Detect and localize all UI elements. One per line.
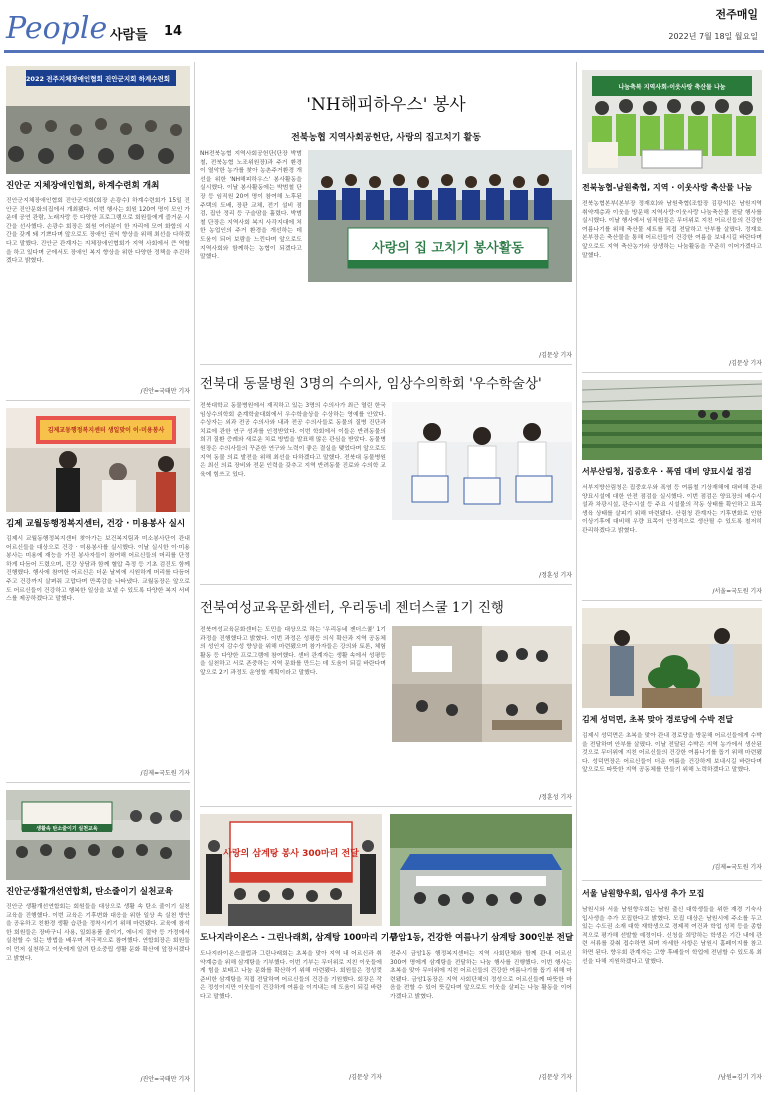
article-caption: 금암1동, 건강한 여름나기 삼계탕 300인분 전달	[390, 933, 574, 943]
article-body: NH전북농협 지역사회공헌단(단장 박범철, 전북농협 노조위원장)과 주거 환경이 열악한 농가를 찾아 농촌주거환경 개선을 위한 'NH해피하우스' 봉사활동을 실시했다. 이날 봉사활동에는 박범철 단장 등 임직원 20여 명이 참여해 노후된 주택의 도배, 장판 교체, 전기 설비 점검, 집안 정리 등 구슬땀을 흘렸다. 박범철 단장은 지역사회 복지 사각지대에 처한 농업인의 주거 환경을 개선하는 데 도움이 되어 보람을 느낀다며 앞으로도 지역사회와 함께하는 농협이 되겠다고 말했다.	[200, 151, 302, 261]
article-headline: 전북여성교육문화센터, 우리동네 젠더스쿨 1기 진행	[200, 600, 504, 616]
article-body-continued	[392, 748, 572, 788]
geumam-samgyetang-photo	[390, 814, 572, 926]
housing-volunteer-photo	[308, 150, 572, 282]
article-caption: 서울 남원향우회, 임사생 추가 모집	[582, 889, 705, 898]
section-subtitle: 사람들	[110, 28, 148, 43]
section-title: People	[6, 11, 108, 46]
article-divider	[582, 600, 762, 601]
samgyetang-donation-photo	[200, 814, 382, 926]
article-body: 전북농협본부(본부장 정재호)와 남원축협(조합장 김광석)은 남원지역 취약계층과 이웃을 방문해 지역사랑·이웃사랑 나눔축산물 전달 행사를 실시했다. 이날 행사에서 임직원들은 무더위로 지친 어르신들의 건강한 여름나기를 위해 축산물 세트를 직접 전달하고 안부를 살폈다. 정재호 본부장은 축산물을 통해 어르신들이 건강한 여름을 보내시길 바란다며 앞으로도 지역 축산농가와 상생하는 나눔활동을 꾸준히 이어가겠다고 말했다.	[582, 201, 762, 259]
article-divider	[6, 782, 190, 783]
article-divider	[200, 364, 572, 365]
disability-association-photo	[6, 66, 190, 174]
article-byline: /진안=국태만 기자	[140, 388, 190, 395]
article-body-continued	[392, 526, 572, 570]
article-divider	[582, 372, 762, 373]
article-byline: /정훈성 기자	[539, 572, 572, 579]
watermelon-delivery-photo	[582, 608, 762, 708]
photo-banner-text: 김제교동행정복지센터 생일맞이 이·미용봉사	[47, 427, 165, 434]
column-divider	[194, 62, 195, 1092]
article-subhead: 전북농협 지역사회공헌단, 사랑의 집고치기 활동	[291, 133, 481, 143]
photo-banner-text: 2022 전주지체장애인협회 진안군지회 하계수련회	[25, 75, 171, 83]
newspaper-name: 전주매일	[715, 8, 758, 21]
article-caption: 김제 교월동행정복지센터, 건강 · 미용봉사 실시	[6, 519, 186, 529]
nursery-inspection-photo	[582, 380, 762, 460]
livestock-sharing-photo	[582, 70, 762, 174]
article-body-continued	[308, 290, 572, 342]
article-caption: 김제 성덕면, 초복 맞아 경로당에 수박 전달	[582, 715, 734, 724]
article-body: 남원시와 서울 남원향우회는 남원 출신 대학생들을 위한 재경 기숙사 입사생을 추가 모집한다고 밝혔다. 모집 대상은 남원시에 주소를 두고 있는 수도권 소재 대학 재학생으로 경제적 여건과 학업 성적 등을 종합적으로 평가해 선발할 예정이다. 신청을 희망하는 학생은 기간 내에 관련 서류를 갖춰 접수하면 되며 자세한 사항은 남원시 홈페이지를 참고하면 된다. 향우회 관계자는 고향 후배들이 학업에 전념할 수 있도록 최선을 다해 지원하겠다고 말했다.	[582, 907, 762, 965]
article-body: 김제시 교월동행정복지센터 찾아가는 보건복지팀과 미소봉사단이 관내 어르신들을 대상으로 건강 · 미용봉사를 실시했다. 이날 실시한 이·미용봉사는 미용에 재능을 가진 봉사자들이 참여해 어르신들의 머리를 단정하게 다듬어 드렸으며, 건강 상담과 함께 혈압 측정 등 기초 검진도 함께 진행했다. 행사에 참여한 어르신은 더운 날씨에 시원하게 머리를 다듬어 주고 건강까지 살펴줘 고맙다며 만족감을 나타냈다. 교월동장은 앞으로도 어르신들이 건강하고 행복한 일상을 보낼 수 있도록 다양한 복지 서비스를 제공하겠다고 말했다.	[6, 536, 190, 603]
article-divider	[200, 806, 572, 807]
article-body: 전북여성교육문화센터는 도민을 대상으로 하는 '우리동네 젠더스쿨' 1기 과정을 진행했다고 밝혔다. 이번 과정은 성평등 의식 확산과 지역 공동체의 성인지 감수성 향상을 위해 마련됐으며 참가자들은 강의와 토론, 체험 활동 등 다양한 프로그램에 참여했다. 센터 관계자는 생활 속에서 성평등을 실천하고 서로 존중하는 지역 문화를 만드는 데 도움이 되길 바란다며 앞으로 2기 과정도 운영할 계획이라고 말했다.	[200, 627, 386, 676]
article-byline: /김제=국도원 기자	[140, 770, 190, 777]
article-body: 진안군 생활개선연합회는 회원들을 대상으로 생활 속 탄소 줄이기 실천교육을 진행했다. 이번 교육은 기후변화 대응을 위한 일상 속 실천 방안을 공유하고 친환경 생활 습관을 정착시키기 위해 마련됐다. 교육에 참석한 회원들은 장바구니 사용, 일회용품 줄이기, 에너지 절약 등 가정에서 실천할 수 있는 방법을 배우며 적극적으로 참여했다. 연합회장은 회원들이 먼저 실천하고 이웃에게 알려 탄소중립 생활 문화 확산에 앞장서겠다고 밝혔다.	[6, 904, 190, 962]
page-number: 14	[164, 24, 183, 39]
article-byline: /김문상 기자	[539, 1074, 572, 1081]
article-headline: 전북대 동물병원 3명의 수의사, 임상수의학회 '우수학술상'	[200, 376, 542, 392]
article-headline: 'NH해피하우스' 봉사	[306, 95, 466, 115]
article-byline: /진안=국태만 기자	[140, 1076, 190, 1083]
photo-banner-text: 나눔축복 지역사회·이웃사랑 축산물 나눔	[618, 84, 726, 91]
article-divider	[582, 880, 762, 881]
article-byline: /김문상 기자	[539, 352, 572, 359]
article-caption: 전북농협-남원축협, 지역 · 이웃사랑 축산물 나눔	[582, 183, 753, 192]
article-caption: 진안군생활개선연합회, 탄소줄이기 실천교육	[6, 887, 173, 897]
beauty-volunteer-photo	[6, 408, 190, 512]
article-body: 김제시 성덕면은 초복을 맞아 관내 경로당을 방문해 어르신들에게 수박을 전달하며 안부를 살폈다. 이날 전달된 수박은 지역 농가에서 생산된 것으로 무더위에 지친 어르신들의 건강한 여름나기를 돕기 위해 마련됐다. 성덕면장은 어르신들이 더운 여름을 건강하게 보내시길 바란다며 앞으로도 따뜻한 지역 공동체를 만들기 위해 노력하겠다고 말했다.	[582, 733, 762, 774]
gender-school-photo	[392, 626, 572, 742]
photo-banner-text: 생활속 탄소줄이기 실천교육	[36, 826, 98, 832]
article-body: 도나지라이온스클럽과 그린나래회는 초복을 맞아 지역 내 어르신과 취약계층을 위해 삼계탕을 기부했다. 이번 기부는 무더위로 지친 이웃들에게 힘을 보태고 나눔 문화를 확산하기 위해 마련됐다. 회원들은 정성껏 준비한 삼계탕을 직접 전달하며 어르신들의 건강을 기원했다. 회장은 작은 정성이지만 이웃들이 건강하게 여름을 이겨내는 데 도움이 되길 바란다고 말했다.	[200, 951, 382, 1000]
article-byline: /김문상 기자	[729, 360, 762, 367]
column-divider	[576, 62, 577, 1092]
photo-banner-text: 사랑의 집 고치기 봉사활동	[372, 241, 524, 256]
article-caption: 도나지라이온스 - 그린나래회, 삼계탕 100마리 기부	[200, 933, 398, 943]
article-body: 서부지방산림청은 집중호우와 폭염 등 여름철 기상재해에 대비해 관내 양묘시설에 대한 안전 점검을 실시했다. 이번 점검은 양묘장의 배수시설과 차광시설, 관수시설 등 주요 시설물의 작동 상태를 확인하고 묘목 생육 상태를 살피기 위해 마련됐다. 산림청 관계자는 기후변화로 인한 이상기후에 대비해 우량 묘목이 안정적으로 생산될 수 있도록 철저히 관리하겠다고 밝혔다.	[582, 485, 762, 534]
article-body: 전주시 금암1동 행정복지센터는 지역 사회단체와 함께 관내 어르신 300여 명에게 삼계탕을 전달하는 나눔 행사를 진행했다. 이번 행사는 초복을 맞아 무더위에 지친 어르신들의 건강한 여름나기를 돕기 위해 마련됐다. 금암1동장은 지역 사회단체의 정성으로 어르신들께 따뜻한 마음을 전할 수 있어 뜻깊다며 앞으로도 이웃을 살피는 나눔 활동을 이어가겠다고 밝혔다.	[390, 951, 572, 1000]
issue-date: 2022년 7월 18일 월요일	[668, 32, 758, 41]
article-byline: /정훈성 기자	[539, 794, 572, 801]
article-body: 진안군지체장애인협회 진안군지회(회장 손광수) 하계수련회가 15일 진안군 진안문화의집에서 개최됐다. 이번 행사는 회원 120여 명이 모인 가운데 공연 관람, 노래자랑 등 다양한 프로그램으로 회원들에게 즐거운 시간을 선사했다. 손광수 회장은 회원 여러분이 한 자리에 모여 화합의 시간을 갖게 돼 기쁘다며 앞으로도 장애인 권익 향상을 위해 최선을 다하겠다고 말했다. 진안군 관계자는 지체장애인협회가 지역 사회에서 큰 역할을 하고 있다며 군에서도 장애인 복지 향상을 위한 다양한 정책을 추진하겠다고 밝혔다.	[6, 198, 190, 265]
carbon-education-photo	[6, 790, 190, 880]
article-caption: 진안군 지체장애인협회, 하계수련회 개최	[6, 181, 160, 191]
article-byline: /남원=김기 기자	[718, 1074, 762, 1081]
article-byline: /김문상 기자	[349, 1074, 382, 1081]
article-body: 전북대학교 동물병원에서 재직하고 있는 3명의 수의사가 최근 열린 한국임상수의학회 춘계학술대회에서 우수학술상을 수상하는 영예를 안았다. 수상자는 외과 전공 수의사와 내과 전공 수의사들로 동물의 질병 진단과 치료에 관한 연구 성과를 인정받았다. 이번 학회에서 이들은 반려동물의 희귀 질환 증례와 새로운 치료 방법을 발표해 많은 관심을 받았다. 동물병원장은 수의사들의 꾸준한 연구와 노력이 좋은 결실을 맺었다며 앞으로도 지역 동물 의료 발전을 위해 최선을 다하겠다고 말했다. 전북대 동물병원은 최신 의료 장비와 전문 인력을 갖추고 지역 반려동물 진료와 수의학 교육에 힘쓰고 있다.	[200, 403, 386, 478]
photo-banner-text: 사랑의 삼계탕 봉사 300마리 전달	[223, 849, 359, 859]
header-rule	[4, 50, 764, 53]
article-byline: /서울=국도원 기자	[712, 588, 762, 595]
article-byline: /김제=국도원 기자	[712, 864, 762, 871]
article-caption: 서부산림청, 집중호우 · 폭염 대비 양묘시설 점검	[582, 467, 752, 476]
veterinarians-photo	[392, 402, 572, 520]
article-divider	[200, 584, 572, 585]
article-divider	[6, 400, 190, 401]
